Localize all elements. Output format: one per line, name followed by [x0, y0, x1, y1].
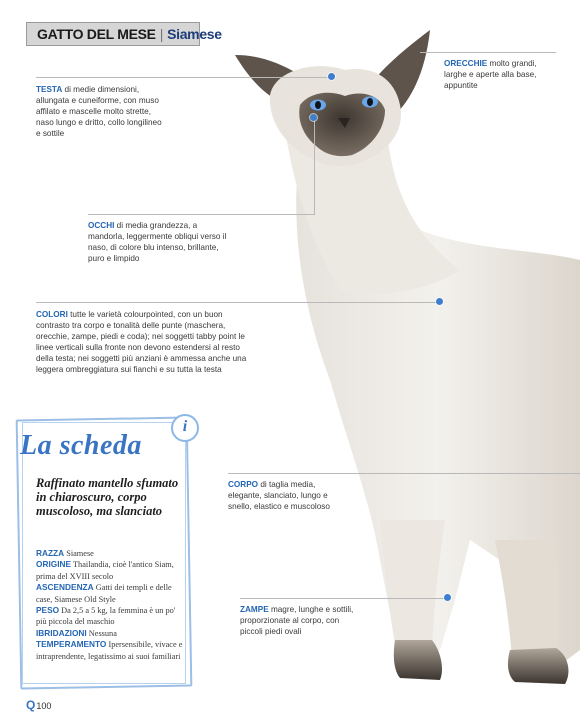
fact-peso	[36, 605, 186, 628]
info-icon-glyph: i	[182, 418, 188, 435]
leader-line-occhi	[88, 214, 315, 215]
fact-razza	[36, 548, 186, 559]
leader-line-orecchie	[420, 52, 556, 53]
fact-key: TEMPERAMENTO	[36, 639, 107, 650]
leader-line-zampe	[240, 598, 450, 599]
callout-key: COLORI	[36, 310, 68, 319]
callout-corpo	[228, 479, 336, 512]
callout-key: OCCHI	[88, 221, 115, 230]
fact-ascendenza	[36, 582, 186, 605]
marker-zampe-dot	[444, 594, 451, 601]
callout-testa	[36, 84, 168, 139]
fact-key: RAZZA	[36, 548, 65, 558]
leader-line-occhi-vertical	[314, 120, 315, 214]
section-header	[26, 22, 222, 46]
callout-key: ORECCHIE	[444, 59, 488, 68]
callout-text: di taglia media, elegante, slanciato, lungo e snello, elastico e muscoloso	[228, 480, 330, 511]
marker-testa-dot	[328, 73, 335, 80]
marker-colori-dot	[436, 298, 443, 305]
fact-origine	[36, 559, 186, 582]
fact-value: Thailandia, cioè l'antico Siam, prima del XVIII secolo	[36, 560, 174, 581]
page-number	[26, 698, 51, 712]
callout-orecchie	[444, 58, 556, 91]
callout-occhi	[88, 220, 234, 264]
fact-value: Nessuna	[88, 628, 117, 638]
callout-text: di medie dimensioni, allungata e cuneiforme, con muso affilato e mascelle molto strette, naso lungo e dritto, collo longilineo e sottile	[36, 85, 162, 138]
callout-colori	[36, 309, 250, 375]
fact-key: IBRIDAZIONI	[36, 627, 87, 638]
scheda-title: La scheda	[20, 430, 142, 461]
info-icon	[171, 414, 199, 442]
fact-ibridazioni	[36, 628, 186, 639]
page-number-text: 100	[36, 701, 52, 711]
callout-text: molto grandi, larghe e aperte alla base, appuntite	[444, 59, 537, 90]
fact-key: ASCENDENZA	[36, 582, 94, 593]
fact-value: Ipersensibile, vivace e intraprendente, legatissimo ai suoi familiari	[36, 640, 183, 661]
callout-text: tutte le varietà colourpointed, con un buon contrasto tra corpo e tonalità delle punte (maschera, orecchie, zampe, piedi e coda); nei soggetti tabby point le linee verticali sulla fronte non devono estendersi al resto della testa; nei soggetti più anziani è ammessa anche una leggera ombreggiatura sui fianchi e su tutta la testa	[36, 310, 247, 374]
fact-key: ORIGINE	[36, 559, 72, 570]
fact-value: Gatti dei templi e delle case, Siamese Old Style	[36, 583, 172, 604]
breed-label: Siamese	[167, 26, 222, 42]
leader-line-testa	[36, 77, 332, 78]
callout-key: CORPO	[228, 480, 259, 489]
fact-value: Da 2,5 a 5 kg, la femmina è un po' più piccola del maschio	[36, 606, 176, 627]
fact-temperamento	[36, 639, 186, 662]
leader-line-corpo	[228, 473, 580, 474]
section-header-text	[37, 26, 222, 42]
callout-text: magre, lunghe e sottili, proporzionate al corpo, con piccoli piedi ovali	[240, 605, 354, 636]
scheda-facts	[36, 548, 186, 662]
fact-value: Siamese	[66, 549, 94, 558]
section-label: GATTO DEL MESE	[37, 26, 156, 42]
callout-zampe	[240, 604, 358, 637]
callout-text: di media grandezza, a mandorla, leggermente obliqui verso il naso, di colore blu intenso, brillante, puro e limpido	[88, 221, 227, 263]
scheda-tagline: Raffinato mantello sfumato in chiaroscuro, corpo muscoloso, ma slanciato	[36, 476, 179, 518]
magazine-logo-icon: Q	[26, 698, 36, 712]
callout-key: TESTA	[36, 85, 63, 94]
header-separator: |	[159, 26, 164, 42]
fact-key: PESO	[36, 605, 60, 616]
leader-line-colori	[36, 302, 440, 303]
callout-key: ZAMPE	[240, 605, 269, 614]
marker-occhi-dot	[310, 114, 317, 121]
